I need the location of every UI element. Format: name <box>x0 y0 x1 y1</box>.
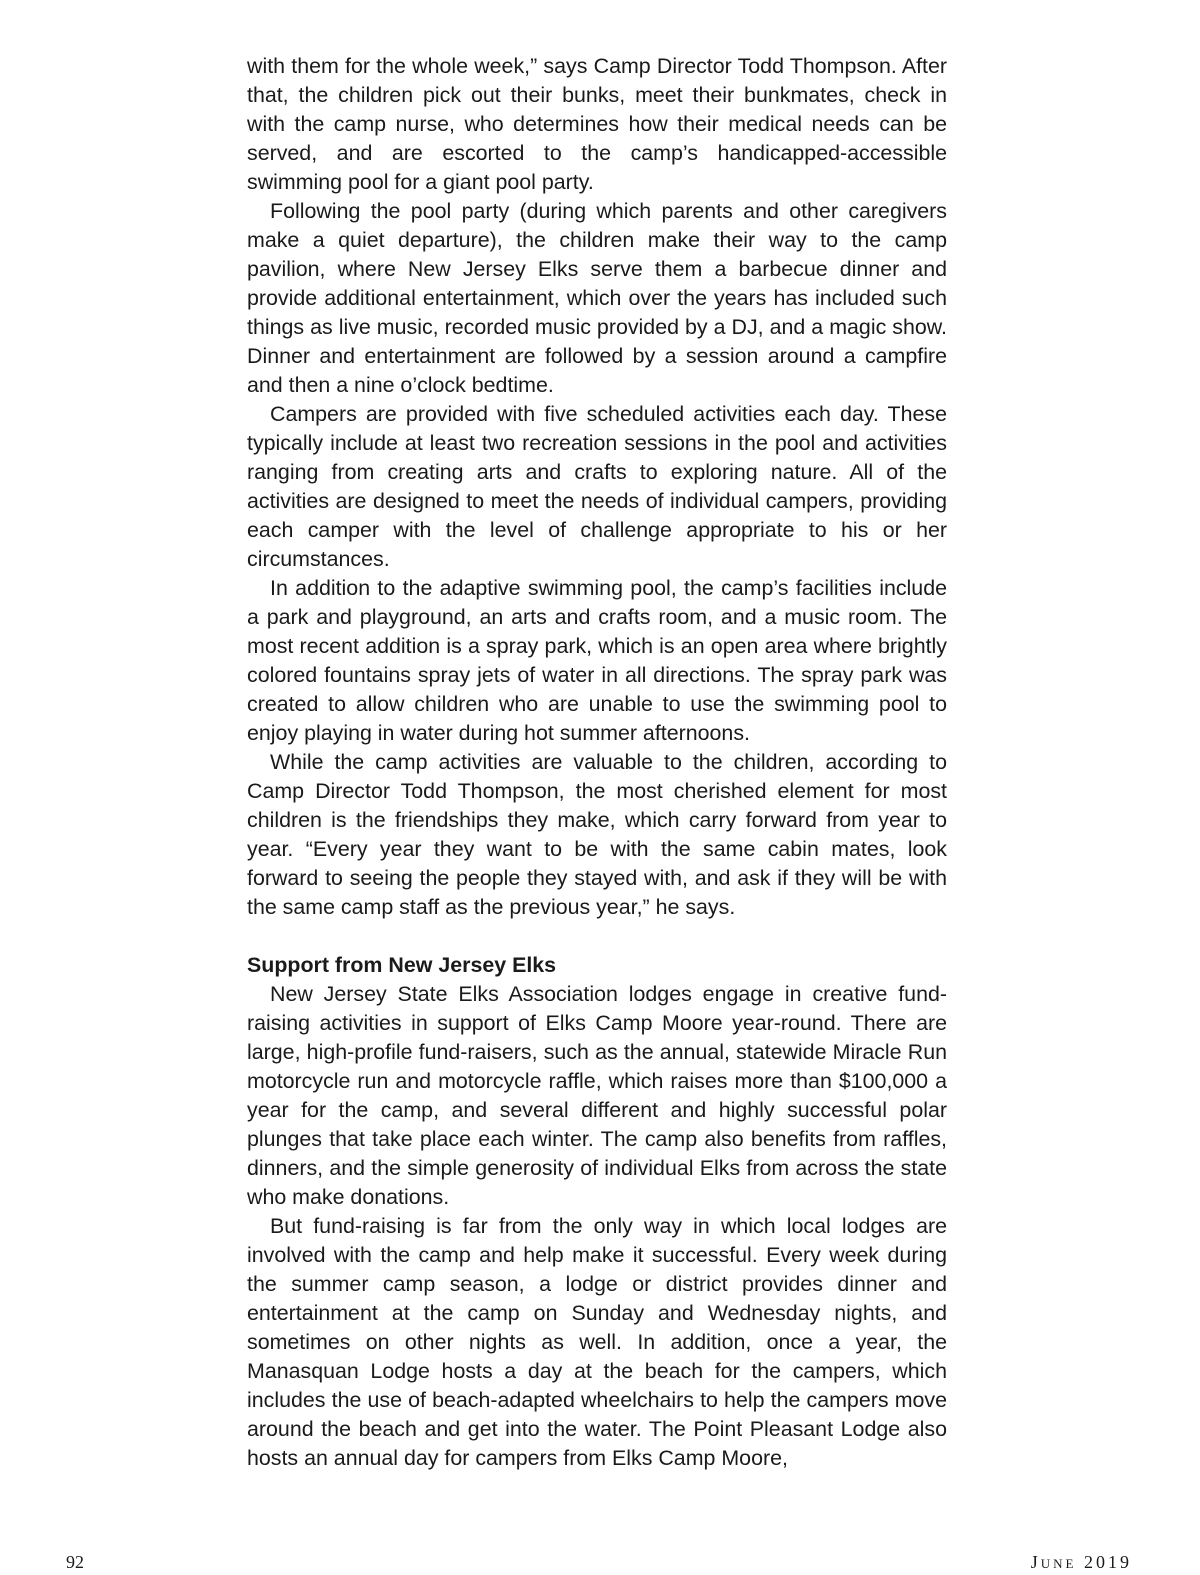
article-column <box>247 52 947 1473</box>
article-paragraph: with them for the whole week,” says Camp Director Todd Thompson. After that, the children pick out their bunks, meet their bunkmates, check in with the camp nurse, who determines how their medical needs can be served, and are escorted to the camp’s handicapped-accessible swimming pool for a giant pool party. <box>247 54 947 194</box>
article-paragraph: Following the pool party (during which parents and other caregivers make a quiet departure), the children make their way to the camp pavilion, where New Jersey Elks serve them a barbecue dinner and provide additional entertainment, which over the years has included such things as live music, recorded music provided by a DJ, and a magic show. Dinner and entertainment are followed by a session around a campfire and then a nine o’clock bedtime. <box>247 199 947 397</box>
article-paragraph: But fund-raising is far from the only way in which local lodges are involved with the camp and help make it successful. Every week during the summer camp season, a lodge or district provides dinner and entertainment at the camp on Sunday and Wednesday nights, and sometimes on other nights as well. In addition, once a year, the Manasquan Lodge hosts a day at the beach for the campers, which includes the use of beach-adapted wheelchairs to help the campers move around the beach and get into the water. The Point Pleasant Lodge also hosts an annual day for campers from Elks Camp Moore, <box>247 1214 947 1470</box>
page-number: 92 <box>66 1552 84 1572</box>
section-heading: Support from New Jersey Elks <box>247 953 557 977</box>
article-paragraph: While the camp activities are valuable to the children, according to Camp Director Todd Thompson, the most cherished element for most children is the friendships they make, which carry forward from year to year. “Every year they want to be with the same cabin mates, look forward to seeing the people they stayed with, and ask if they will be with the same camp staff as the previous year,” he says. <box>247 750 947 919</box>
issue-date: June 2019 <box>1030 1552 1132 1572</box>
article-paragraph: New Jersey State Elks Association lodges engage in creative fund-raising activities in support of Elks Camp Moore year-round. There are large, high-profile fund-raisers, such as the annual, statewide Miracle Run motorcycle run and motorcycle raffle, which raises more than $100,000 a year for the camp, and several different and highly successful polar plunges that take place each winter. The camp also benefits from raffles, dinners, and the simple generosity of individual Elks from across the state who make donations. <box>247 982 947 1209</box>
article-paragraph: In addition to the adaptive swimming pool, the camp’s facilities include a park and playground, an arts and crafts room, and a music room. The most recent addition is a spray park, which is an open area where brightly colored fountains spray jets of water in all directions. The spray park was created to allow children who are unable to use the swimming pool to enjoy playing in water during hot summer afternoons. <box>247 576 947 745</box>
article-paragraph: Campers are provided with five scheduled activities each day. These typically include at least two recreation sessions in the pool and activities ranging from creating arts and crafts to exploring nature. All of the activities are designed to meet the needs of individual campers, providing each camper with the level of challenge appropriate to his or her circumstances. <box>247 402 947 571</box>
